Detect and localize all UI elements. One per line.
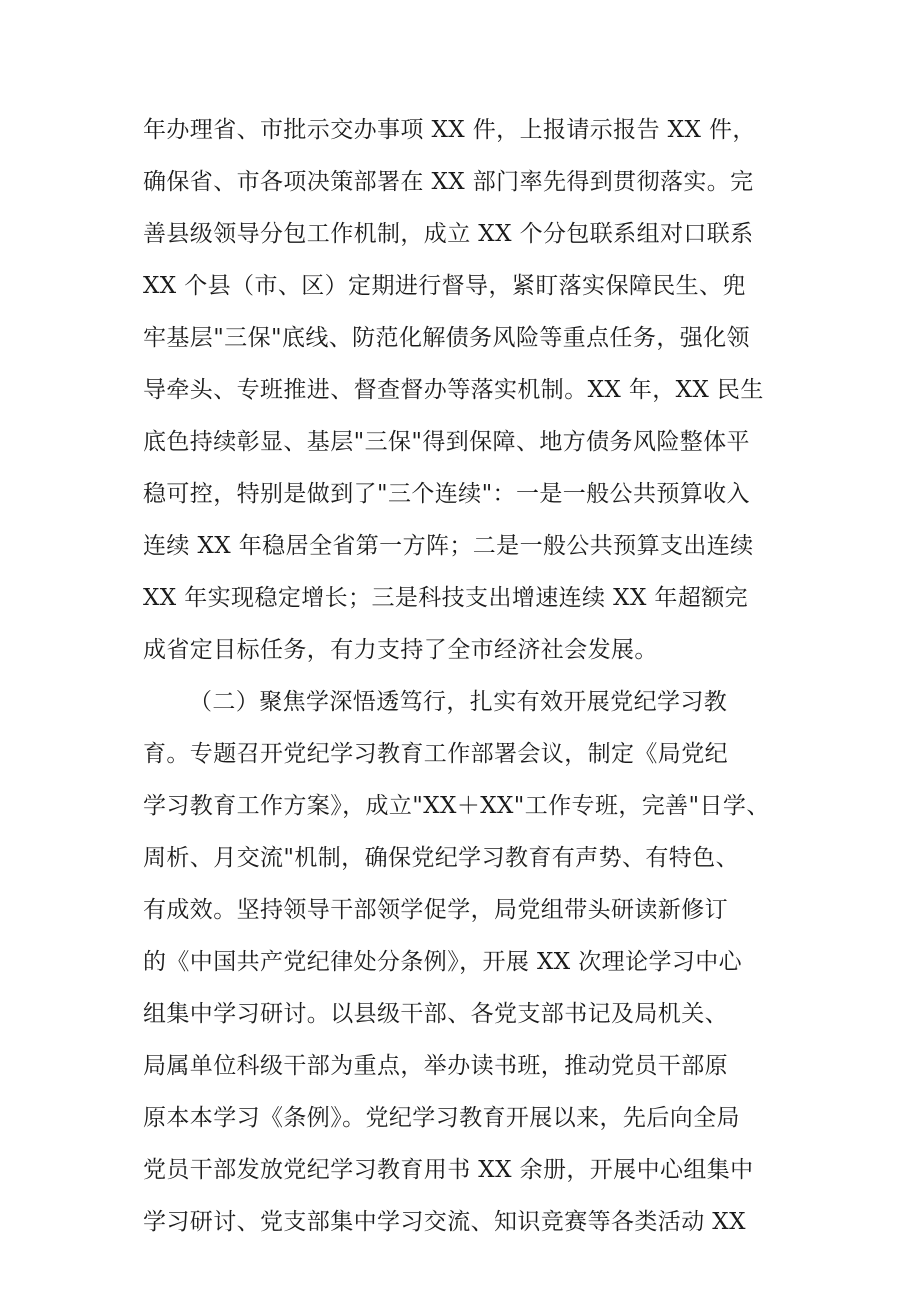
text-line: 组集中学习研讨。以县级干部、各党支部书记及局机关、 [143,1001,728,1027]
text-line: 学习研讨、党支部集中学习交流、知识竞赛等各类活动 XX [143,1209,746,1235]
text-line: 牢基层"三保"底线、防范化解债务风险等重点任务，强化领 [143,325,750,351]
text-line: 有成效。坚持领导干部领学促学，局党组带头研读新修订 [143,897,728,923]
text-line: XX 个县（市、区）定期进行督导，紧盯落实保障民生、兜 [143,273,746,299]
text-line: 年办理省、市批示交办事项 XX 件，上报请示报告 XX 件， [143,117,756,143]
text-line: 学习教育工作方案》，成立"XX＋XX"工作专班，完善"日学、 [143,793,770,819]
text-line: 连续 XX 年稳居全省第一方阵；二是一般公共预算支出连续 [143,533,754,559]
text-line: 稳可控，特别是做到了"三个连续"：一是一般公共预算收入 [143,481,750,507]
text-line: 育。专题召开党纪学习教育工作部署会议，制定《局党纪 [143,741,728,767]
section-heading-line: （二）聚焦学深悟透笃行，扎实有效开展党纪学习教 [189,689,728,715]
text-line: 确保省、市各项决策部署在 XX 部门率先得到贯彻落实。完 [143,169,754,195]
text-line: 原本本学习《条例》。党纪学习教育开展以来，先后向全局 [143,1105,740,1131]
text-line: 周析、月交流"机制，确保党纪学习教育有声势、有特色、 [143,845,739,871]
text-line: 成省定目标任务，有力支持了全市经济社会发展。 [143,637,658,663]
text-line: 善县级领导分包工作机制，成立 XX 个分包联系组对口联系 [143,221,754,247]
text-line: 局属单位科级干部为重点，举办读书班，推动党员干部原 [143,1053,728,1079]
text-line: 党员干部发放党纪学习教育用书 XX 余册，开展中心组集中 [143,1157,754,1183]
text-line: 底色持续彰显、基层"三保"得到保障、地方债务风险整体平 [143,429,750,455]
text-line: 导牵头、专班推进、督查督办等落实机制。XX 年，XX 民生 [143,377,764,403]
text-line: 的《中国共产党纪律处分条例》，开展 XX 次理论学习中心 [143,949,743,975]
text-line: XX 年实现稳定增长；三是科技支出增速连续 XX 年超额完 [143,585,749,611]
